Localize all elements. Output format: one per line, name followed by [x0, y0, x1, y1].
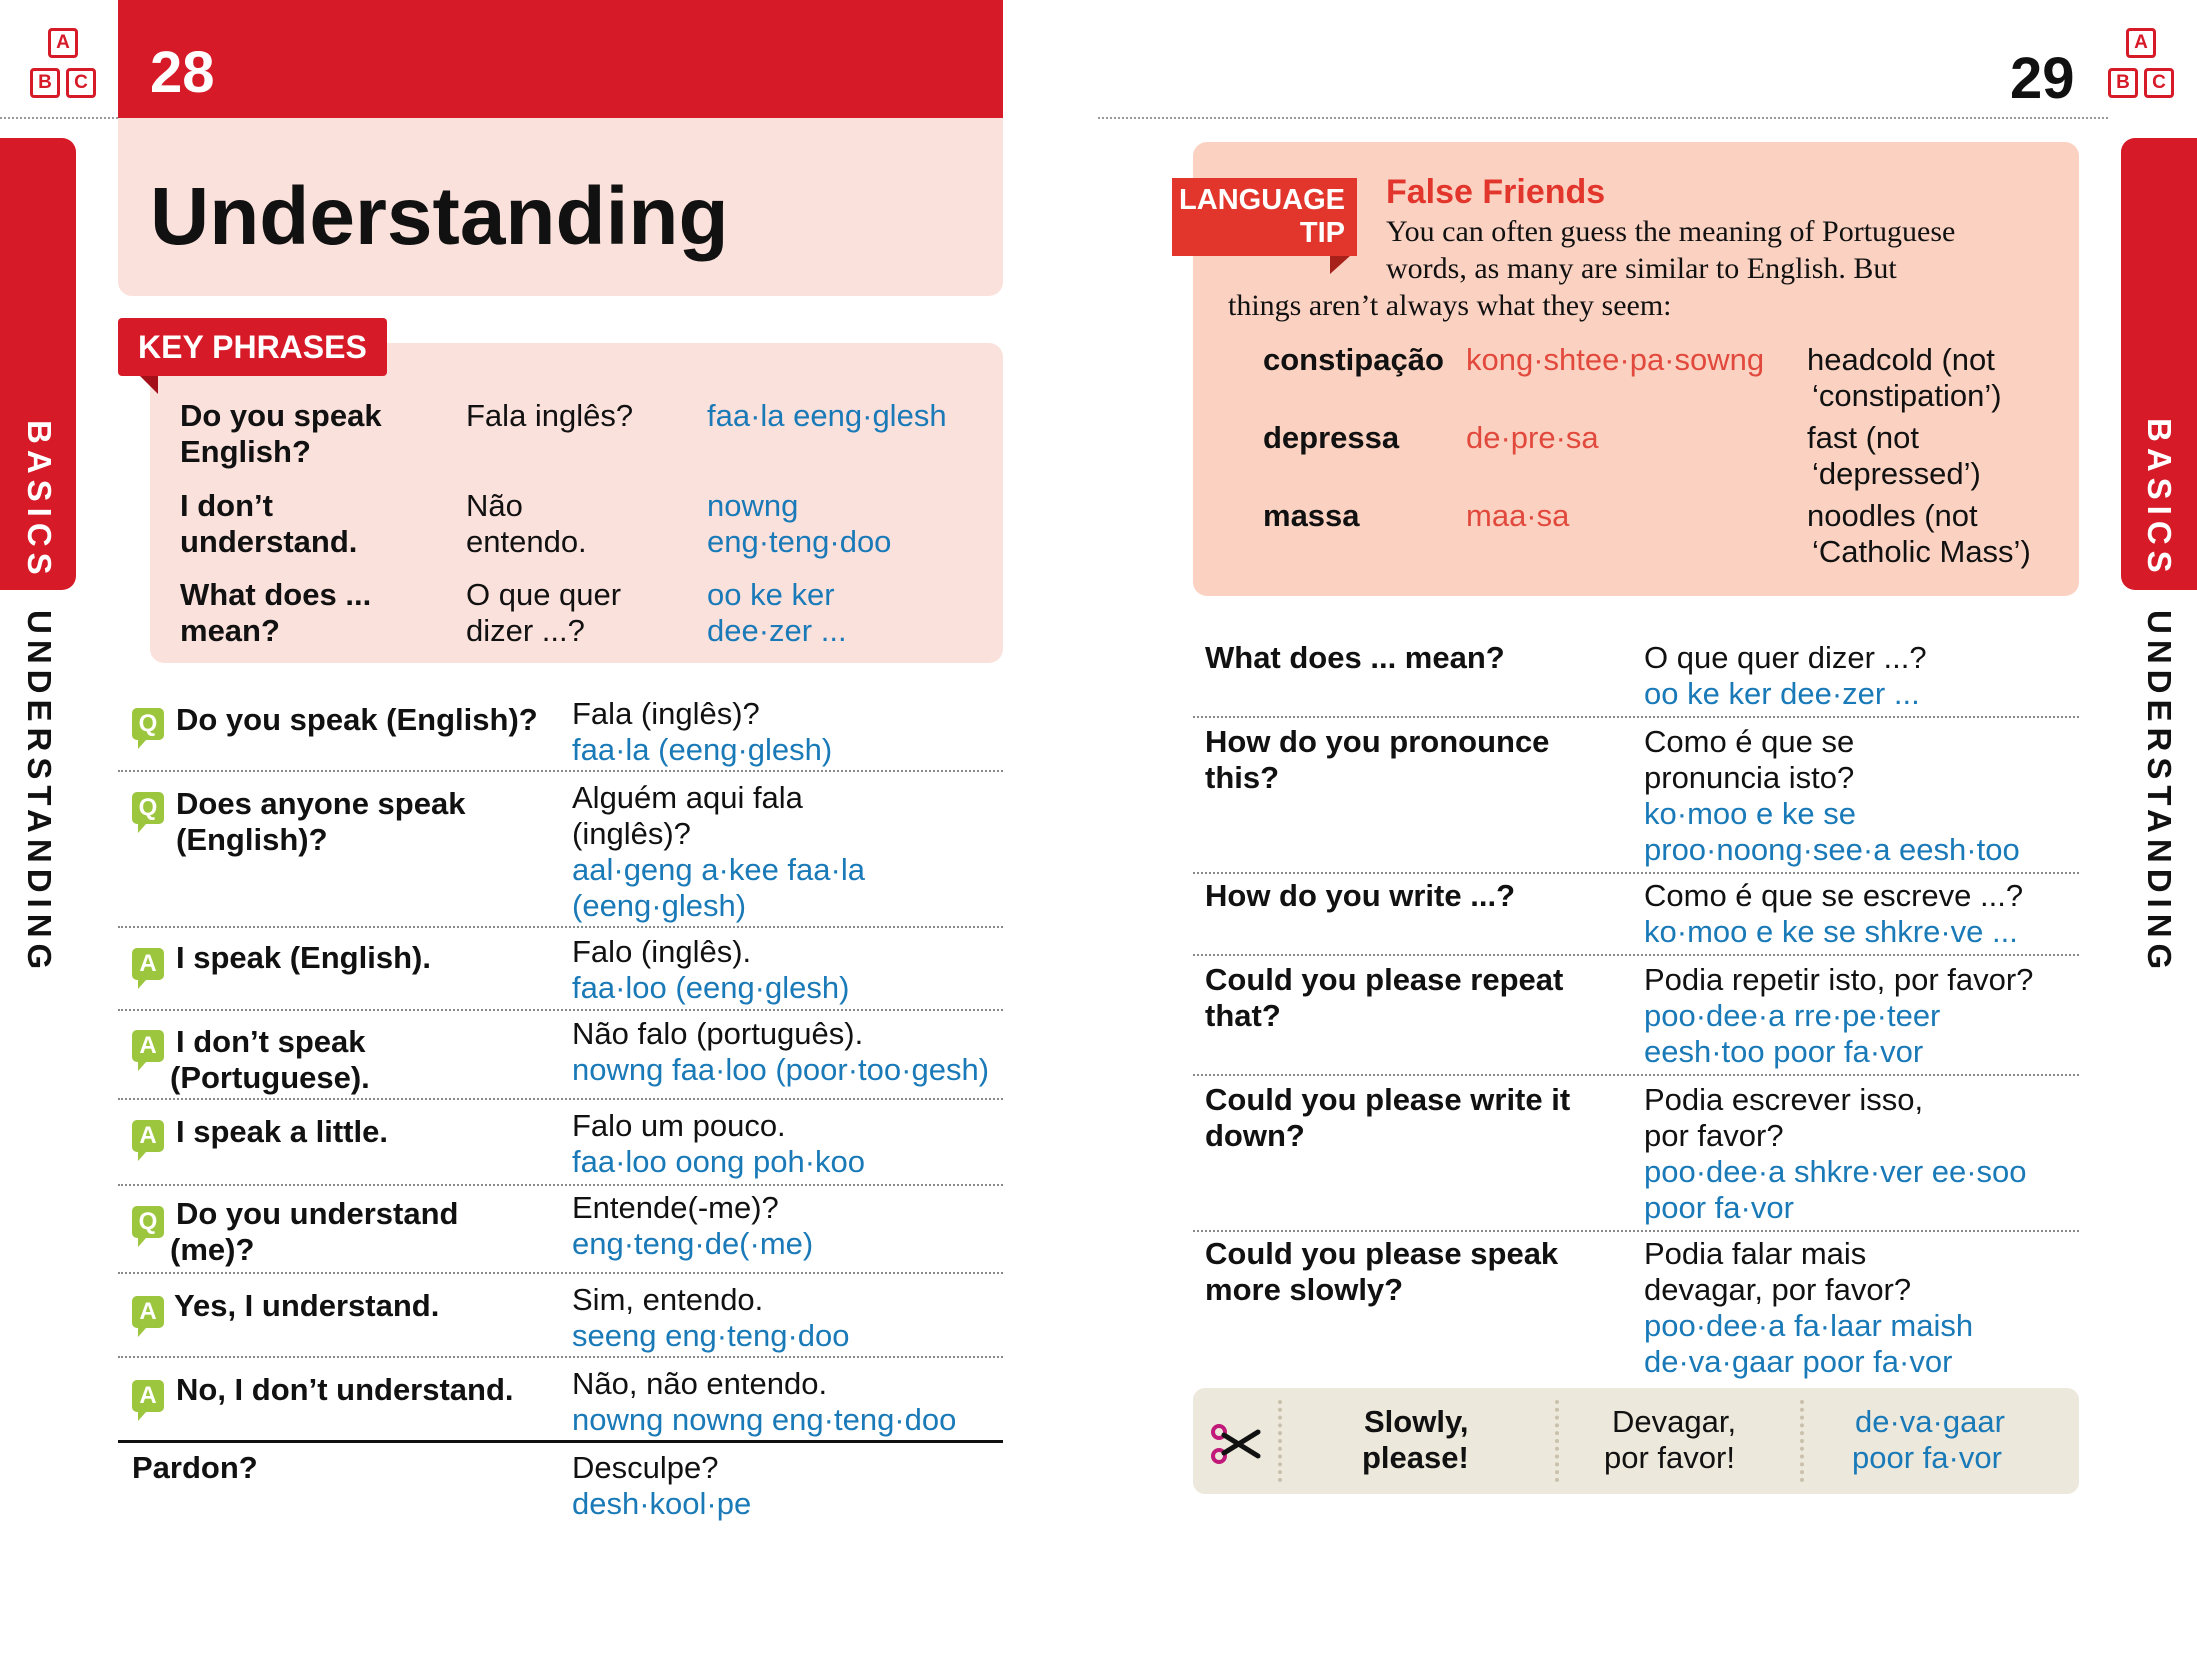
row-divider	[1193, 872, 2079, 874]
row-divider	[118, 1098, 1003, 1100]
abc-blocks-icon: A B C	[2104, 28, 2182, 106]
badge-fold	[140, 376, 158, 394]
question-marker-icon: Q	[132, 708, 164, 740]
side-label: UNDERSTANDING	[21, 610, 58, 976]
page-title: Understanding	[150, 171, 729, 262]
page-header-bar	[118, 0, 1003, 118]
side-label: UNDERSTANDING	[2141, 610, 2178, 976]
tip-text: things aren’t always what they seem:	[1228, 289, 1672, 322]
tip-heading: False Friends	[1386, 173, 1606, 211]
row-divider	[118, 1272, 1003, 1274]
section-tab-label: BASICS	[2141, 418, 2178, 579]
answer-marker-icon: A	[132, 1120, 164, 1152]
row-divider	[118, 1356, 1003, 1358]
row-divider	[118, 1009, 1003, 1011]
cutout-divider	[1278, 1400, 1282, 1482]
row-divider	[1193, 1074, 2079, 1076]
row-divider	[118, 926, 1003, 928]
answer-marker-icon: A	[132, 1030, 164, 1062]
question-marker-icon: Q	[132, 1206, 164, 1238]
cutout-divider	[1800, 1400, 1804, 1482]
row-divider	[1193, 1230, 2079, 1232]
tip-text: You can often guess the meaning of Portuguese	[1386, 215, 1956, 248]
section-tab-label: BASICS	[21, 420, 58, 581]
tip-text: words, as many are similar to English. But	[1386, 252, 1897, 285]
header-rule	[0, 117, 118, 119]
page-number: 29	[2010, 46, 2075, 111]
answer-marker-icon: A	[132, 1296, 164, 1328]
question-marker-icon: Q	[132, 792, 164, 824]
row-divider	[118, 1184, 1003, 1186]
header-rule	[1098, 117, 2108, 119]
key-phrases-badge: KEY PHRASES	[118, 318, 387, 376]
badge-fold	[1330, 256, 1350, 274]
scissors-icon	[1210, 1422, 1262, 1466]
row-divider	[118, 1440, 1003, 1443]
language-tip-badge: LANGUAGE TIP	[1172, 178, 1357, 256]
answer-marker-icon: A	[132, 1380, 164, 1412]
row-divider	[1193, 716, 2079, 718]
page-number: 28	[150, 40, 215, 105]
row-divider	[1193, 954, 2079, 956]
answer-marker-icon: A	[132, 948, 164, 980]
row-divider	[118, 770, 1003, 772]
abc-blocks-icon: A B C	[26, 28, 104, 106]
cutout-divider	[1555, 1400, 1559, 1482]
